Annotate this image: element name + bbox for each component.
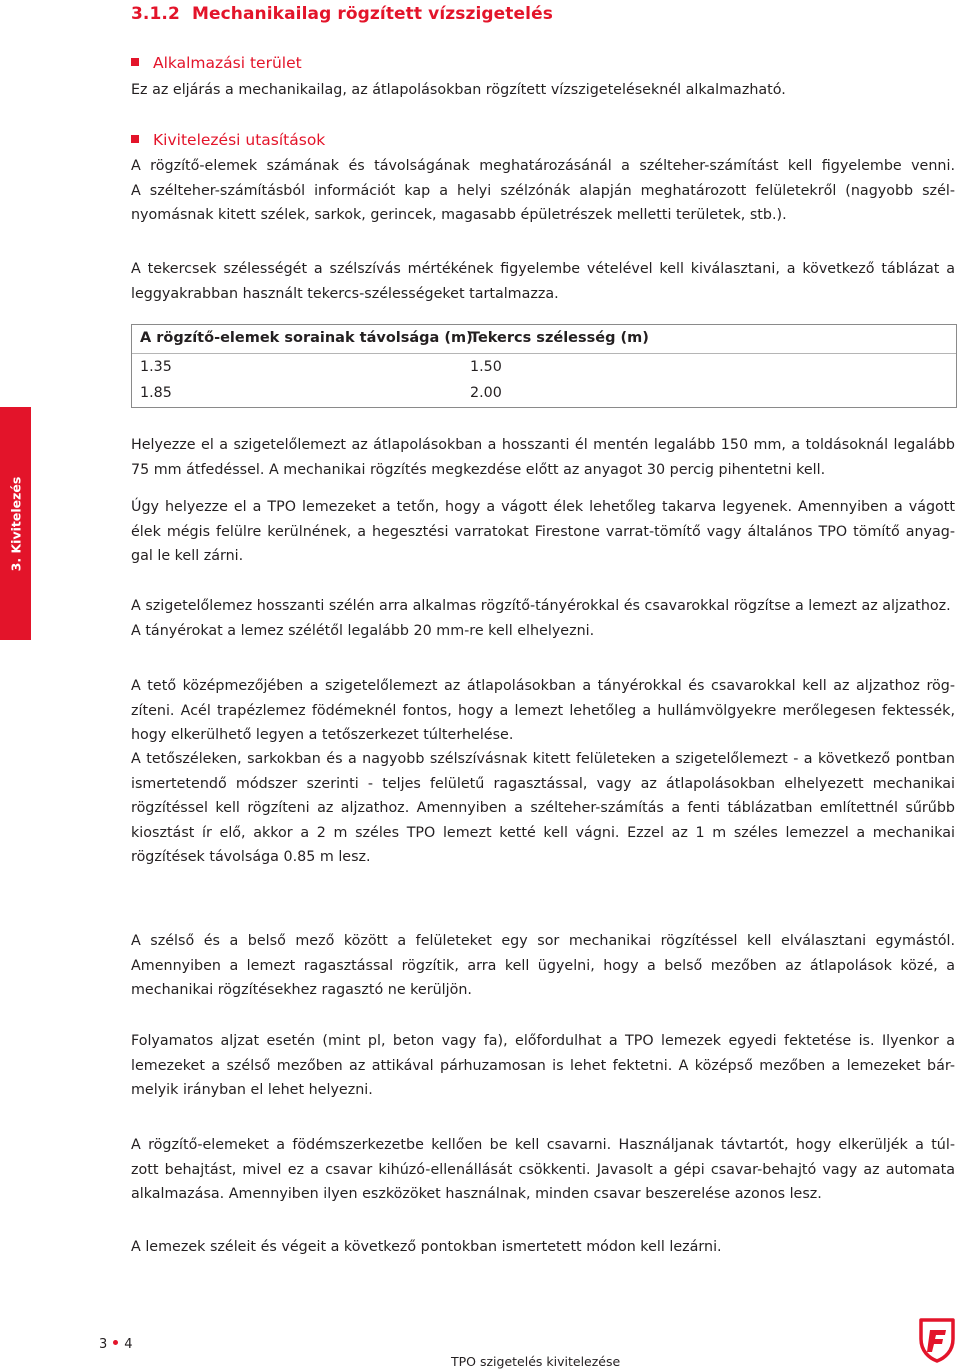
text-line: A tető középmezőjében a szigetelőlemezt az átlapolásokban a tányérokkal és csavarokkal kell az aljzathoz rög- (131, 678, 955, 694)
text-line: A szélső és a belső mező között a felületeket egy sor mechanikai rögzítéssel kell elválasztani egymástól. (131, 933, 955, 949)
text-line: A szigetelőlemez hosszanti szélén arra alkalmas rögzítő-tányérokkal és csavarokkal rögzítse a lemezt az aljzathoz. (131, 598, 951, 614)
paragraph-9 (131, 1235, 955, 1260)
text-line: A tekercsek szélességét a szélszívás mértékének figyelembe vételével kell kiválasztani, a következő táblázat a (131, 261, 955, 277)
paragraph-1 (131, 433, 955, 482)
text-line: rögzítések távolsága 0.85 m lesz. (131, 849, 371, 865)
text-line: A lemezek széleit és végeit a következő pontokban ismertetett módon kell lezárni. (131, 1239, 722, 1255)
text-line: 75 mm átfedéssel. A mechanikai rögzítés megkezdése előtt az anyagot 30 percig pihentetni kell. (131, 461, 826, 478)
text-line: Helyezze el a szigetelőlemezt az átlapolásokban a hosszanti él mentén legalább 150 mm, a toldásoknál legalább (131, 437, 955, 453)
table-header-spacing: A rögzítő-elemek sorainak távolsága (m) (140, 330, 473, 346)
text-line: A tetőszéleken, sarkokban és a nagyobb szélszívásnak kitett felületeken a szigetelőlemezt - a következő pontban (131, 751, 955, 767)
paragraph-6 (131, 929, 955, 1003)
chapter-side-tab (0, 407, 31, 640)
table-header-width: Tekercs szélesség (m) (470, 330, 649, 346)
text-line: nyomásnak kitett szélek, sarkok, gerincek, magasabb épületrészek melletti területek, stb.). (131, 207, 787, 223)
square-bullet-icon (131, 58, 139, 66)
text-line: melyik irányban el lehet helyezni. (131, 1082, 373, 1098)
paragraph-3 (131, 594, 955, 643)
text-line: A rögzítő-elemeket a födémszerkezetbe kellően be kell csavarni. Használjanak távtartót, hogy elkerüljék a túl- (131, 1137, 955, 1153)
text-line: A rögzítő-elemek számának és távolságának meghatározásánál a szélteher-számítást kell figyelembe venni. (131, 158, 955, 174)
section-title (131, 4, 553, 24)
text-line: A szélteher-számításból információt kap a helyi szélzónák alapján meghatározott felületekről (nagyobb szél- (131, 182, 955, 199)
table-cell: 1.35 (140, 359, 172, 375)
table-cell: 1.50 (470, 359, 502, 375)
text-line: kiosztást ír elő, akkor a 2 m széles TPO lemezt ketté kell vágni. Ezzel az 1 m széles lemezzel a mechanikai (131, 824, 955, 841)
text-line: hogy elkerülhető legyen a tetőszerkezet túlterhelése. (131, 727, 514, 743)
text-line: gal le kell zárni. (131, 548, 244, 564)
text-line: élek mégis felülre kerülnének, a hegesztési varratokat Firestone varrat-tömítő vagy általános TPO tömítő anyag- (131, 523, 955, 540)
subsection-label: Kivitelezési utasítások (153, 131, 326, 149)
text-line: Ez az eljárás a mechanikailag, az átlapolásokban rögzített vízszigeteléseknél alkalmazható. (131, 82, 786, 98)
text-line: Amennyiben a lemezt ragasztással rögzítik, arra kell ügyelni, hogy a belső mezőben az átlapolások közé, a (131, 957, 955, 974)
paragraph-8 (131, 1133, 955, 1207)
page-number-left: 3 (99, 1337, 108, 1352)
page-number-right: 4 (124, 1337, 133, 1352)
paragraph-5 (131, 747, 955, 870)
text-line: alkalmazása. Amennyiben ilyen eszközöket használnak, minden csavar beszerelése azonos lesz. (131, 1186, 822, 1202)
text-line: rögzítéssel kell rögzíteni az aljzathoz. Amennyiben a szélteher-számítás a fenti táblázatban említettnél sűrűbb (131, 800, 955, 816)
section-heading-text: Mechanikailag rögzített vízszigetelés (191, 4, 553, 24)
table-divider (132, 353, 956, 354)
text-line: Folyamatos aljzat esetén (mint pl, beton vagy fa), előfordulhat a TPO lemezek egyedi fektetése is. Ilyenkor a (131, 1033, 955, 1049)
text-line: A tányérokat a lemez szélétől legalább 20 mm-re kell elhelyezni. (131, 622, 595, 639)
footer-title: TPO szigetelés kivitelezése (451, 1354, 621, 1369)
subsection-label: Alkalmazási terület (153, 54, 302, 72)
square-bullet-icon (131, 135, 139, 143)
subsection-application-area (131, 54, 302, 72)
text-line: Úgy helyezze el a TPO lemezeket a tetőn, hogy a vágott élek lehetőleg takarva legyenek. Amennyiben a vágott (131, 499, 955, 515)
text-line: leggyakrabban használt tekercs-szélességeket tartalmazza. (131, 285, 559, 302)
firestone-logo-icon (917, 1317, 957, 1363)
text-line: ismertetendő módszer szerinti - teljes felületű ragasztással, vagy az átlapolásokban elhelyezett mechanikai (131, 775, 955, 792)
table-cell: 2.00 (470, 385, 502, 401)
paragraph-7 (131, 1029, 955, 1103)
paragraph-2 (131, 495, 955, 569)
dot-separator-icon (113, 1340, 118, 1345)
text-line: zíteni. Acél trapézlemez födémeknél fontos, hogy a lemezt lehetőleg a hullámvölgyekre merőlegesen fektessék, (131, 702, 955, 719)
paragraph-4 (131, 674, 955, 748)
roll-width-table (131, 324, 957, 408)
paragraph-instructions (131, 154, 955, 228)
paragraph-rolls (131, 257, 955, 306)
paragraph-application-area (131, 78, 955, 103)
section-number: 3.1.2 (131, 4, 180, 24)
text-line: lemezeket a szélső mezőben az attikával párhuzamosan is lehet fektetni. A középső mezőben a lemezeket bár- (131, 1057, 955, 1074)
text-line: zott behajtást, mivel ez a csavar kihúzó-ellenállását csökkenti. Javasolt a gépi csavar-behajtó vagy az automata (131, 1161, 955, 1178)
chapter-side-label: 3. Kivitelezés (8, 476, 23, 571)
table-cell: 1.85 (140, 385, 172, 401)
page-number (99, 1337, 133, 1352)
subsection-instructions (131, 131, 325, 149)
text-line: mechanikai rögzítésekhez ragasztó ne kerüljön. (131, 982, 472, 998)
